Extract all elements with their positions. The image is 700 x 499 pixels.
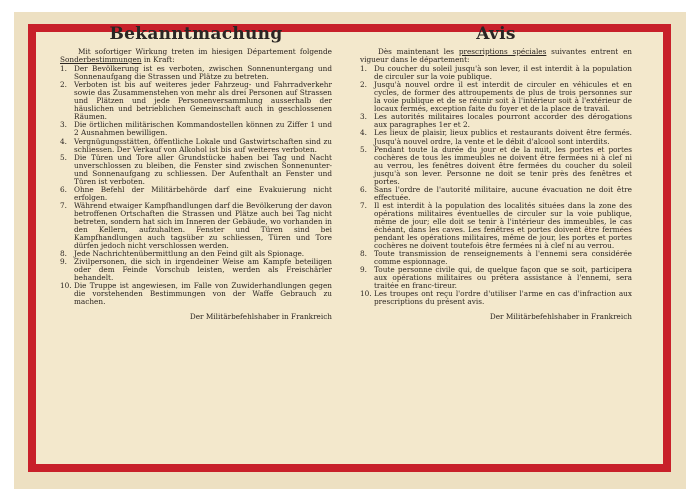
french-column: [360, 24, 632, 321]
french-intro: [360, 48, 632, 64]
list-item: 4. Vergnügungsstätten, öffentliche Lokale und Gastwirtschaften sind zu schliessen. Der Verkauf von Alkohol ist bis auf weiteres verboten.: [60, 136, 332, 154]
list-item: 7. Während etwaiger Kampfhandlungen darf die Bevölkerung der davon betroffenen Ortschaften die Strassen und Plätze auch bei Tag nicht betreten, sondern hat sich im Inneren der Gebäude, wo vorhanden in den Kellern, aufzuhalten. Fenster und Türen sind bei Kampfhandlungen auch tagsüber zu schliessen, Türen und Tore dürfen jedoch nicht verschlossen werden.: [60, 200, 332, 251]
list-item: 6. Sans l'ordre de l'autorité militaire, aucune évacuation ne doit être effectuée.: [360, 184, 632, 202]
list-item: 7. Il est interdit à la population des localités situées dans la zone des opérations militaires éventuelles de circuler sur la voie publique, même de jour; elle doit se tenir à l'intérieur des immeubles, le cas échéant, dans les caves. Les fenêtres et portes doivent être fermées pendant les opérations militaires, même de jour, les portes et portes cochères ne doivent toutefois être fermées ni à clef ni au verrou.: [360, 200, 632, 251]
german-rules-list: [60, 65, 332, 306]
german-intro-underlined: Sonderbestimmungen: [60, 55, 142, 65]
list-item: 8. Jede Nachrichtenübermittlung an den Feind gilt als Spionage.: [60, 249, 305, 259]
list-item: 5. Pendant toute la durée du jour et de la nuit, les portes et portes cochères de tous les immeubles ne doivent être fermées ni à clef ni au verrou, les fenêtres doivent être fermées du coucher du soleil jusqu'à son lever. Personne ne doit se tenir près des fenêtres et portes.: [360, 144, 632, 186]
list-item: 3. Les autorités militaires locales pourront accorder des dérogations aux paragraphes 1er et 2.: [360, 112, 632, 130]
german-intro-text: Mit sofortiger Wirkung treten im hiesigen Département folgende: [78, 47, 332, 56]
list-item: 10. Die Truppe ist angewiesen, im Falle von Zuwiderhandlungen gegen die vorstehenden Bestimmungen von der Waffe Gebrauch zu machen.: [60, 281, 332, 307]
list-item: 1. Der Bevölkerung ist es verboten, zwischen Sonnenuntergang und Sonnenaufgang die Strassen und Plätze zu betreten.: [60, 64, 332, 82]
german-title: Bekanntmachung: [109, 24, 283, 44]
list-item: 9. Zivilpersonen, die sich in irgendeiner Weise am Kampfe beteiligen oder dem Feinde Vorschub leisten, werden als Freischärler behandelt.: [60, 257, 332, 283]
french-intro-text: Dès maintenant les: [378, 47, 459, 56]
list-item: 5. Die Türen und Tore aller Grundstücke haben bei Tag und Nacht unverschlossen zu bleiben, die Fenster sind zwischen Sonnenunter- und Sonnenaufgang zu schliessen. Der Aufenthalt an Fenster und Türen ist verboten.: [60, 152, 332, 186]
french-rules-list: [360, 65, 632, 306]
german-column: [60, 24, 332, 321]
french-intro-end: suivantes entrent en vigueur dans le département:: [360, 47, 632, 65]
list-item: 8. Toute transmission de renseignements à l'ennemi sera considérée comme espionnage.: [360, 249, 632, 267]
french-title: Avis: [476, 24, 516, 44]
list-item: 2. Verboten ist bis auf weiteres jeder Fahrzeug- und Fahrradverkehr sowie das Zusammenstehen von mehr als drei Personen auf Strassen und Plätzen und jede Personenversammlung ausserhalb der häuslichen und betrieblichen Gemeinschaft auch in geschlossenen Räumen. 3.Die örtlichen militärischen Kommandostellen können zu Ziffer 1 und 2 Ausnahmen bewilligen.: [60, 80, 332, 138]
german-intro: [60, 48, 332, 64]
german-intro-end: in Kraft:: [141, 55, 175, 65]
french-signature: Der Militärbefehlshaber in Frankreich: [489, 311, 632, 321]
list-item: 9. Toute personne civile qui, de quelque façon que se soit, participera aux opérations militaires ou prêtera assistance à l'ennemi, sera traitée en franc-tireur.: [360, 265, 632, 291]
list-item: 10. Les troupes ont reçu l'ordre d'utiliser l'arme en cas d'infraction aux prescriptions du présent avis.: [360, 289, 632, 307]
german-item-3-number: 3.: [60, 120, 67, 130]
list-item: 2. Jusqu'à nouvel ordre il est interdit de circuler en véhicules et en cycles, de former des attroupements de plus de trois personnes sur la voie publique et de se réunir soit à l'intérieur soit à l'extérieur de locaux fermés, exception faite du foyer et de la place de travail.: [360, 80, 632, 114]
list-item: 1. Du coucher du soleil jusqu'à son lever, il est interdit à la population de circuler sur la voie publique.: [360, 64, 632, 82]
french-intro-underlined: prescriptions spéciales: [458, 47, 547, 56]
list-item: 6. Ohne Befehl der Militärbehörde darf eine Evakuierung nicht erfolgen.: [60, 184, 332, 202]
list-item: 4. Les lieux de plaisir, lieux publics et restaurants doivent être fermés. Jusqu'à nouvel ordre, la vente et le débit d'alcool sont interdits.: [360, 128, 632, 146]
german-signature: Der Militärbefehlshaber in Frankreich: [189, 311, 332, 321]
